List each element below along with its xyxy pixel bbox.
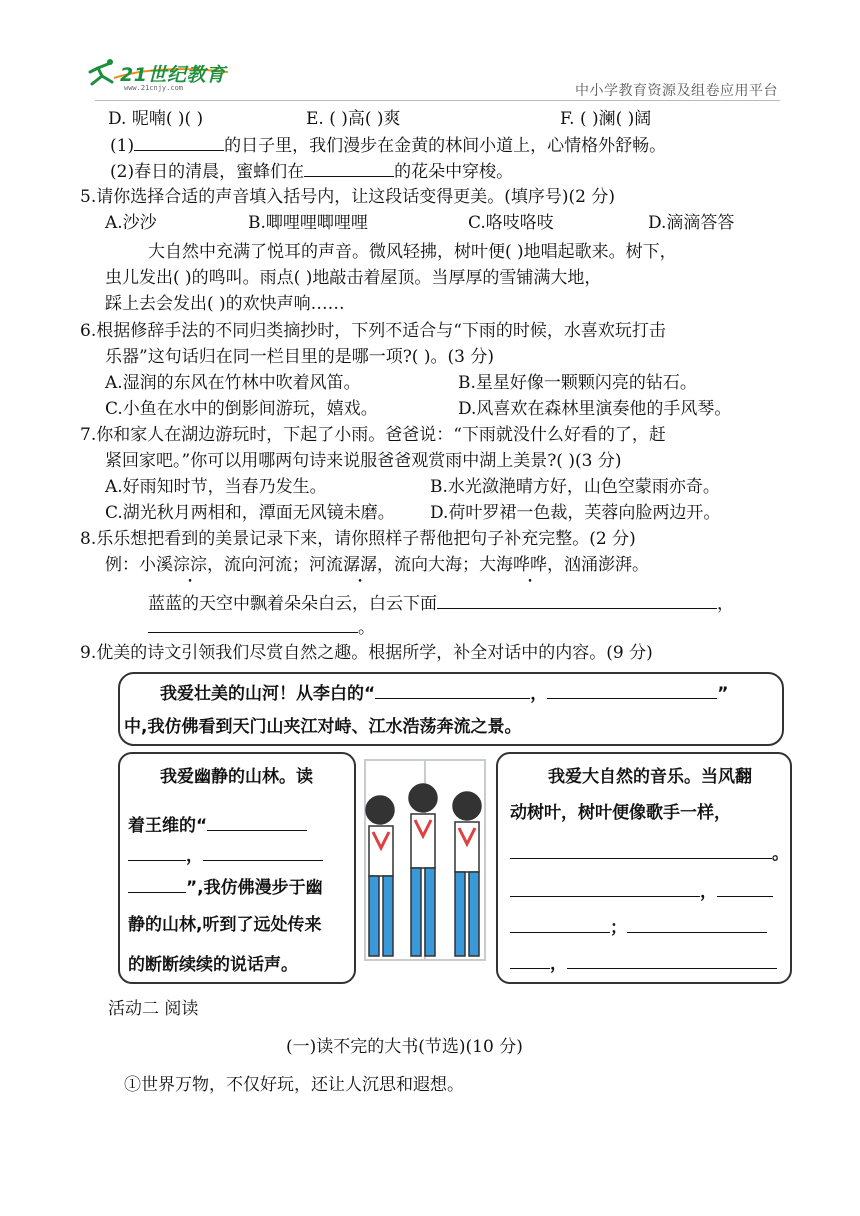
q4-sentence-2: (2)春日的清晨，蜜蜂们在 的花朵中穿梭。 [110, 158, 513, 185]
bubble-right-line-3: 。 [510, 840, 789, 867]
q6-option-d: D.风喜欢在森林里演奏他的手风琴。 [458, 399, 732, 419]
answer-blank[interactable] [148, 614, 358, 633]
answer-blank[interactable] [128, 874, 186, 893]
answer-blank[interactable] [207, 812, 307, 831]
q6-option-c: C.小鱼在水中的倒影间游玩，嬉戏。 [105, 399, 378, 419]
answer-blank[interactable] [567, 950, 777, 969]
answer-blank[interactable] [717, 878, 773, 897]
q6-stem-line-2: 乐器”这句话归在同一栏目里的是哪一项?( )。(3 分) [105, 347, 494, 367]
q5-paragraph-line-1: 大自然中充满了悦耳的声音。微风轻拂，树叶便( )地唱起歌来。树下， [148, 242, 677, 262]
q7-stem-line-1: 7.你和家人在湖边游玩时，下起了小雨。爸爸说：“下雨就没什么好看的了，赶 [80, 425, 666, 445]
answer-blank[interactable] [627, 914, 767, 933]
passage-title: (一)读不完的大书(节选)(10 分) [286, 1037, 523, 1057]
q6-option-a: A.湿润的东风在竹林中吹着风笛。 [105, 373, 361, 393]
q4-option-e: E. ( )高( )爽 [306, 109, 401, 129]
q6-option-b: B.星星好像一颗颗闪亮的钻石。 [458, 373, 697, 393]
q5-paragraph-line-2: 虫儿发出( )的鸣叫。雨点( )地敲击着屋顶。当厚厚的雪铺满大地， [105, 268, 602, 288]
q8-example: 例：小溪淙淙，流向河流；河流潺潺，流向大海；大海哗哗，汹涌澎湃。 [105, 555, 649, 575]
platform-name: 中小学教育资源及组卷应用平台 [575, 83, 778, 99]
q9-stem: 9.优美的诗文引领我们尽赏自然之趣。根据所学，补全对话中的内容。(9 分) [80, 643, 653, 663]
q5-option-c: C.咯吱咯吱 [468, 213, 554, 233]
bubble-right-line-4: ， [510, 878, 773, 905]
activity-title: 活动二 阅读 [108, 999, 199, 1019]
passage-paragraph-1: ①世界万物，不仅好玩，还让人沉思和遐想。 [124, 1075, 464, 1095]
q4-sentence-1: (1) 的日子里，我们漫步在金黄的林间小道上，心情格外舒畅。 [110, 132, 666, 159]
answer-blank[interactable] [134, 132, 224, 151]
bubble-left-line-6: 的断断续续的说话声。 [128, 955, 298, 975]
q5-paragraph-line-3: 踩上去会发出( )的欢快声响…… [105, 294, 345, 314]
q7-stem-line-2: 紧回家吧。”你可以用哪两句诗来说服爸爸观赏雨中湖上美景?( )(3 分) [105, 451, 622, 471]
q7-option-a: A.好雨知时节，当春乃发生。 [105, 477, 327, 497]
bubble-left-line-5: 静的山林,听到了远处传来 [128, 915, 322, 935]
header-divider [95, 100, 780, 101]
bubble-left-line-4: ”,我仿佛漫步于幽 [128, 874, 323, 901]
q5-stem: 5.请你选择合适的声音填入括号内，让这段话变得更美。(填序号)(2 分) [80, 187, 615, 207]
q7-option-b: B.水光潋滟晴方好，山色空蒙雨亦奇。 [430, 477, 720, 497]
q5-option-d: D.滴滴答答 [648, 213, 735, 233]
q6-stem-line-1: 6.根据修辞手法的不同归类摘抄时，下列不适合与“下雨的时候，水喜欢玩打击 [80, 321, 666, 341]
answer-blank[interactable] [510, 878, 700, 897]
q4-option-d: D. 呢喃( )( ) [108, 109, 204, 129]
q8-answer-line-2: 。 [148, 614, 375, 641]
bubble-top-line-1: 我爱壮美的山河！从李白的“ ， ” [160, 680, 728, 707]
brand-url: www.21cnjy.com [124, 84, 184, 92]
answer-blank[interactable] [203, 842, 323, 861]
answer-blank[interactable] [510, 950, 550, 969]
q5-option-b: B.唧哩哩唧哩哩 [248, 213, 368, 233]
answer-blank[interactable] [128, 842, 186, 861]
bubble-top-line-2: 中,我仿佛看到天门山夹江对峙、江水浩荡奔流之景。 [124, 717, 522, 737]
q4-option-f: F. ( )澜( )阔 [560, 109, 652, 129]
bubble-right-line-5: ； [510, 914, 767, 941]
bubble-right-line-2: 动树叶，树叶便像歌手一样， [510, 803, 731, 823]
page-header [0, 0, 860, 100]
answer-blank[interactable] [375, 680, 530, 699]
answer-blank[interactable] [510, 840, 772, 859]
answer-blank[interactable] [304, 158, 394, 177]
bubble-right-line-1: 我爱大自然的音乐。当风翻 [548, 767, 752, 787]
bubble-left-line-2: 着王维的“ [128, 812, 307, 839]
answer-blank[interactable] [510, 914, 610, 933]
q8-answer-line-1: 蓝蓝的天空中飘着朵朵白云，白云下面 ， [148, 590, 734, 617]
bubble-left-line-1: 我爱幽静的山林。读 [160, 767, 313, 787]
answer-blank[interactable] [547, 680, 717, 699]
q7-option-d: D.荷叶罗裙一色裁，芙蓉向脸两边开。 [430, 503, 721, 523]
q5-option-a: A.沙沙 [105, 213, 157, 233]
bubble-right-line-6: ， [510, 950, 777, 977]
q8-stem: 8.乐乐想把看到的美景记录下来，请你照样子帮他把句子补充完整。(2 分) [80, 529, 636, 549]
answer-blank[interactable] [437, 590, 717, 609]
q7-option-c: C.湖光秋月两相和，潭面无风镜未磨。 [105, 503, 395, 523]
brand-name: 21世纪教育 [120, 64, 226, 86]
children-illustration-icon [345, 740, 505, 980]
bubble-left-line-3: ， [128, 842, 323, 869]
